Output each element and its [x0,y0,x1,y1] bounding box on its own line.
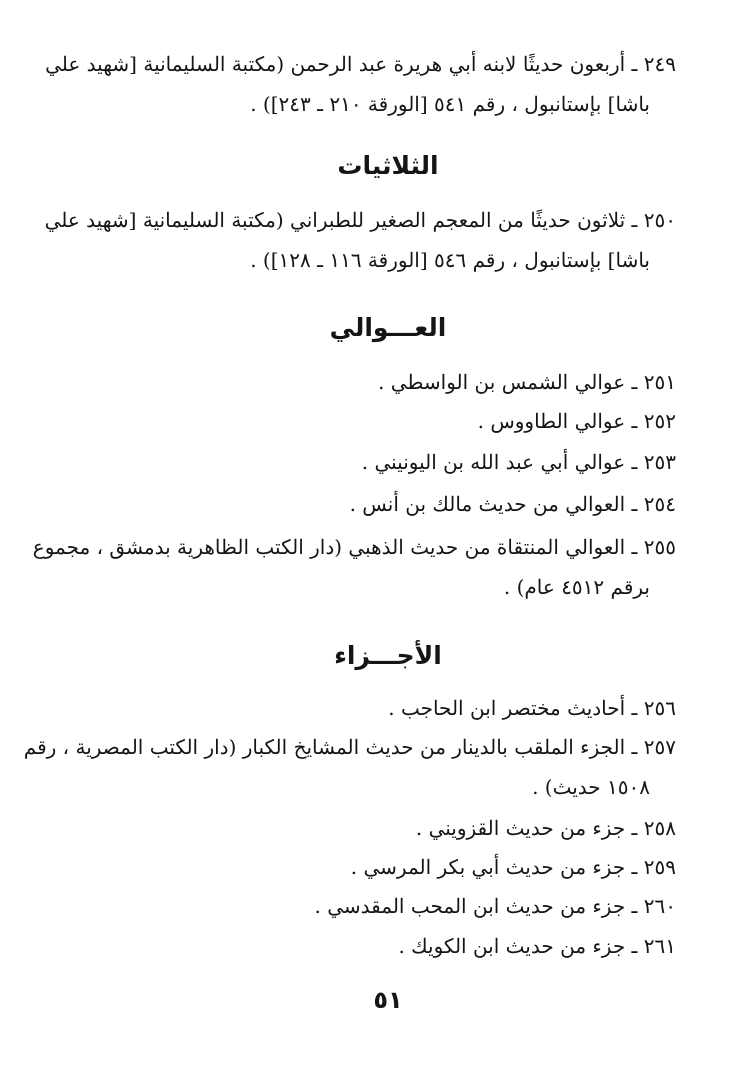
entry-line: باشا] بإستانبول ، رقم ٥٤١ [الورقة ٢١٠ ـ ٢٤٣]) . [250,92,650,116]
entry-line: ٢٤٩ ـ أربعون حديثًا لابنه أبي هريرة عبد الرحمن (مكتبة السليمانية [شهيد علي [45,52,676,76]
list-item [100,442,676,482]
section-heading-awali: العـــوالي [329,313,447,342]
entry-line: ٢٥٩ ـ جزء من حديث أبي بكر المرسي . [350,855,676,879]
entry-line: ٢٥٥ ـ العوالي المنتقاة من حديث الذهبي (دار الكتب الظاهرية بدمشق ، مجموع [32,535,676,559]
page-number: ٥١ [373,986,403,1014]
section-heading-thulathiyat: الثلاثيات [337,151,439,180]
section-heading-ajza: الأجـــزاء [334,641,442,670]
entry-line: ٢٥٤ ـ العوالي من حديث مالك بن أنس . [349,492,676,516]
entry-line: برقم ٤٥١٢ عام) . [503,575,650,599]
entry-line: ٢٥٧ ـ الجزء الملقب بالدينار من حديث المشايخ الكبار (دار الكتب المصرية ، رقم [23,735,676,759]
list-item [100,484,676,524]
list-item [100,808,676,848]
entry-line: ٢٦١ ـ جزء من حديث ابن الكويك . [398,934,676,958]
list-item [45,44,676,124]
entry-line: ٢٥٢ ـ عوالي الطاووس . [477,409,676,433]
list-item [23,727,676,807]
entry-line: ٢٥٠ ـ ثلاثون حديثًا من المعجم الصغير للطبراني (مكتبة السليمانية [شهيد علي [44,208,676,232]
entry-line: ٢٥٨ ـ جزء من حديث القزويني . [415,816,676,840]
list-item [32,527,676,607]
list-item [100,688,676,728]
list-item [100,926,676,966]
entry-line: ٢٥٣ ـ عوالي أبي عبد الله بن اليونيني . [361,450,676,474]
entry-line: ١٥٠٨ حديث) . [532,775,650,799]
list-item [100,886,676,926]
entry-line: باشا] بإستانبول ، رقم ٥٤٦ [الورقة ١١٦ ـ ١٢٨]) . [250,248,650,272]
book-page [23,0,676,1071]
entry-line: ٢٥٦ ـ أحاديث مختصر ابن الحاجب . [388,696,676,720]
list-item [100,362,676,402]
list-item [100,401,676,441]
list-item [44,200,676,280]
list-item [100,847,676,887]
entry-line: ٢٦٠ ـ جزء من حديث ابن المحب المقدسي . [314,894,676,918]
entry-line: ٢٥١ ـ عوالي الشمس بن الواسطي . [378,370,676,394]
